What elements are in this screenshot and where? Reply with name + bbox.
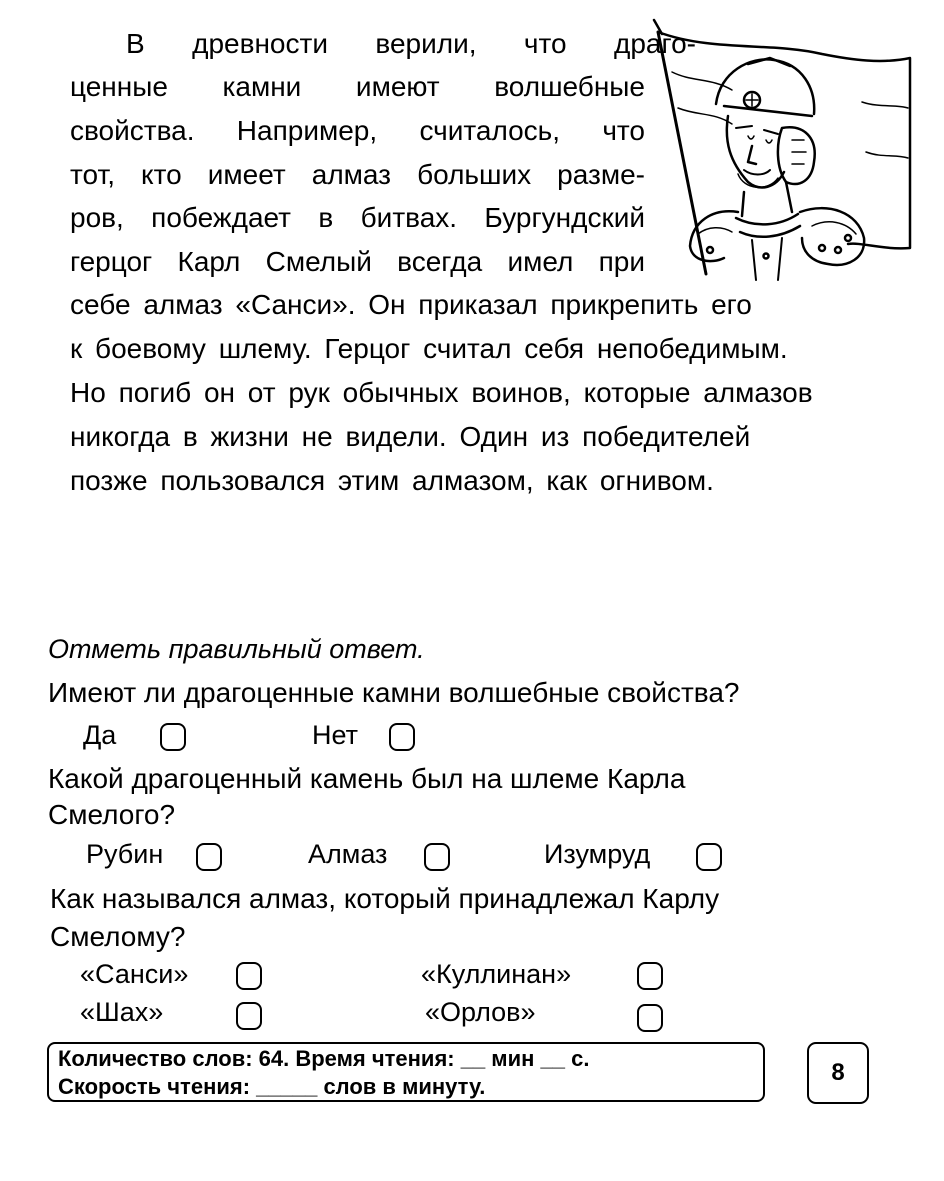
reading-speed-line: Скорость чтения: _____ слов в минуту. xyxy=(58,1074,486,1099)
question-2-continued: Смелого? xyxy=(48,799,176,830)
checkbox[interactable] xyxy=(236,962,262,990)
story-line: свойства. Например, считалось, что xyxy=(70,115,645,146)
question-3: Как назывался алмаз, который принадлежал Карлу xyxy=(50,883,720,914)
page-number: 8 xyxy=(807,1042,869,1104)
story-line: ценные камни имеют волшебные xyxy=(70,71,645,102)
question-3-continued: Смелому? xyxy=(50,921,186,952)
question-2: Какой драгоценный камень был на шлеме Карла xyxy=(48,763,686,794)
option-label: «Шах» xyxy=(80,997,164,1027)
checkbox[interactable] xyxy=(236,1002,262,1030)
checkbox[interactable] xyxy=(637,1004,663,1032)
story-line: никогда в жизни не видели. Один из победителей xyxy=(70,421,751,452)
option-label: Да xyxy=(83,720,117,750)
story-line: позже пользовался этим алмазом, как огнивом. xyxy=(70,465,714,496)
knight-with-banner-icon xyxy=(652,12,914,284)
option-label: Изумруд xyxy=(544,839,651,869)
story-line: герцог Карл Смелый всегда имел при xyxy=(70,246,645,277)
option-label: Алмаз xyxy=(308,839,388,869)
question-1: Имеют ли драгоценные камни волшебные свойства? xyxy=(48,677,740,708)
story-line: тот, кто имеет алмаз больших разме- xyxy=(70,159,645,190)
checkbox[interactable] xyxy=(637,962,663,990)
story-line: ров, побеждает в битвах. Бургундский xyxy=(70,202,645,233)
option-label: «Орлов» xyxy=(425,997,536,1027)
reading-stats-line: Количество слов: 64. Время чтения: __ мин __ с. xyxy=(58,1046,590,1071)
checkbox[interactable] xyxy=(424,843,450,871)
option-label: «Санси» xyxy=(80,959,189,989)
checkbox[interactable] xyxy=(389,723,415,751)
option-label: «Куллинан» xyxy=(421,959,572,989)
checkbox[interactable] xyxy=(196,843,222,871)
story-line: себе алмаз «Санси». Он приказал прикрепить его xyxy=(70,289,752,320)
story-line: В древности верили, что драго- xyxy=(126,28,696,59)
story-line: к боевому шлему. Герцог считал себя непобедимым. xyxy=(70,333,788,364)
checkbox[interactable] xyxy=(160,723,186,751)
checkbox[interactable] xyxy=(696,843,722,871)
reading-stats-box xyxy=(47,1042,765,1102)
instruction: Отметь правильный ответ. xyxy=(48,634,425,664)
story-line: Но погиб он от рук обычных воинов, которые алмазов xyxy=(70,377,813,408)
option-label: Рубин xyxy=(86,839,164,869)
option-label: Нет xyxy=(312,720,358,750)
